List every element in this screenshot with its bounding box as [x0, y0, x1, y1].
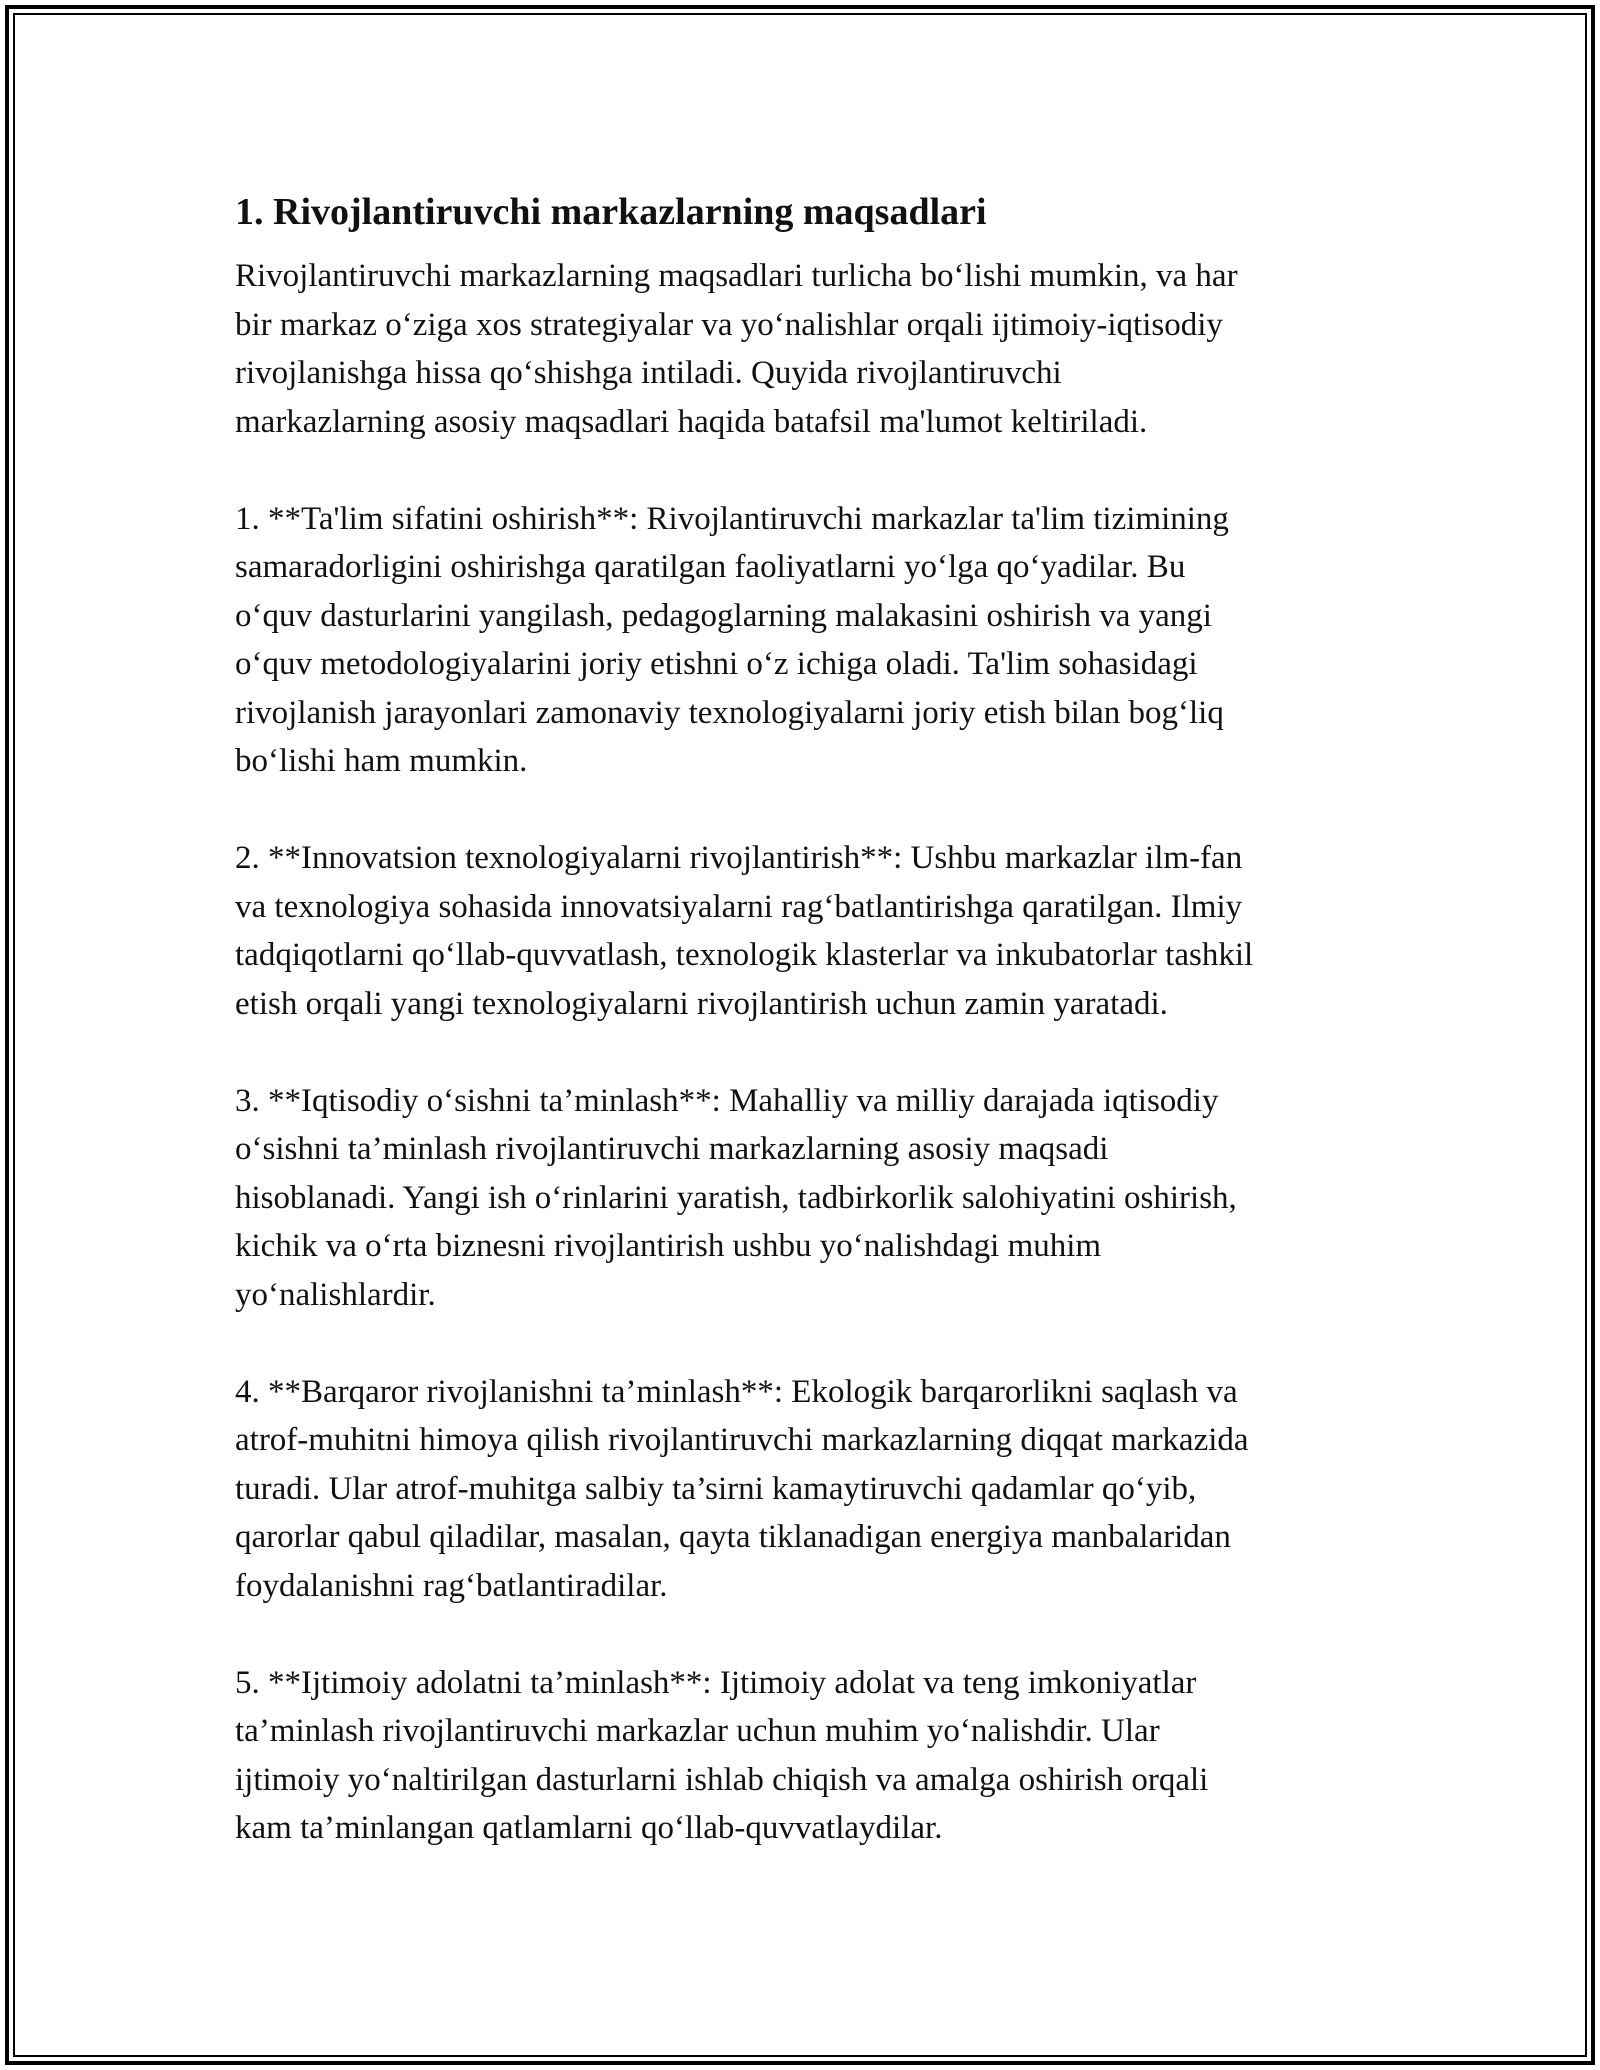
document-title: 1. Rivojlantiruvchi markazlarning maqsadlari: [235, 191, 987, 233]
list-item-5: 5. **Ijtimoiy adolatni ta’minlash**: Ijtimoiy adolat va teng imkoniyatlar ta’minlash rivojlantiruvchi markazlar uchun muhim yo‘nalishdir. Ular ijtimoiy yo‘naltirilgan dasturlarni ishlab chiqish va amalga oshirish orqali kam ta’minlangan qatlamlarni qo‘llab-quvvatlaydilar.: [235, 1664, 1209, 1846]
intro-paragraph: Rivojlantiruvchi markazlarning maqsadlari turlicha bo‘lishi mumkin, va har bir markaz o‘ziga xos strategiyalar va yo‘nalishlar orqali ijtimoiy-iqtisodiy rivojlanishga hissa qo‘shishga intiladi. Quyida rivojlantiruvchi markazlarning asosiy maqsadlari haqida batafsil ma'lumot keltiriladi.: [235, 258, 1238, 440]
list-item-2: 2. **Innovatsion texnologiyalarni rivojlantirish**: Ushbu markazlar ilm-fan va texnologiya sohasida innovatsiyalarni rag‘batlantirishga qaratilgan. Ilmiy tadqiqotlarni qo‘llab-quvvatlash, texnologik klasterlar va inkubatorlar tashkil etish orqali yangi texnologiyalarni rivojlantirish uchun zamin yaratadi.: [235, 840, 1254, 1022]
list-item-3: 3. **Iqtisodiy o‘sishni ta’minlash**: Mahalliy va milliy darajada iqtisodiy o‘sishni ta’minlash rivojlantiruvchi markazlarning asosiy maqsadi hisoblanadi. Yangi ish o‘rinlarini yaratish, tadbirkorlik salohiyatini oshirish, kichik va o‘rta biznesni rivojlantirish ushbu yo‘nalishdagi muhim yo‘nalishlardir.: [235, 1082, 1237, 1313]
document-body: [235, 188, 1375, 1901]
list-item-1: 1. **Ta'lim sifatini oshirish**: Rivojlantiruvchi markazlar ta'lim tizimining samaradorligini oshirishga qaratilgan faoliyatlarni yo‘lga qo‘yadilar. Bu o‘quv dasturlarini yangilash, pedagoglarning malakasini oshirish va yangi o‘quv metodologiyalarini joriy etishni o‘z ichiga oladi. Ta'lim sohasidagi rivojlanish jarayonlari zamonaviy texnologiyalarni joriy etish bilan bog‘liq bo‘lishi ham mumkin.: [235, 500, 1229, 779]
list-item-4: 4. **Barqaror rivojlanishni ta’minlash**: Ekologik barqarorlikni saqlash va atrof-muhitni himoya qilish rivojlantiruvchi markazlarning diqqat markazida turadi. Ular atrof-muhitga salbiy ta’sirni kamaytiruvchi qadamlar qo‘yib, qarorlar qabul qiladilar, masalan, qayta tiklanadigan energiya manbalaridan foydalanishni rag‘batlantiradilar.: [235, 1373, 1249, 1604]
